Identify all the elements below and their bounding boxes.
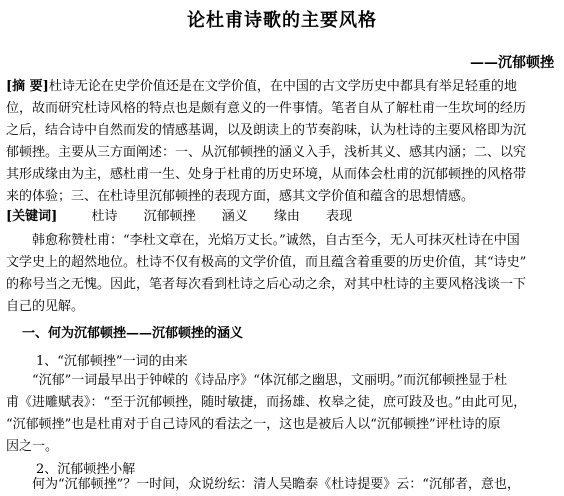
keyword: 沉郁顿挫 xyxy=(143,209,196,224)
abstract-label: [摘 要] xyxy=(6,79,49,94)
abstract-text: 杜诗无论在史学价值还是在文学价值，在中国的古文学历史中都具有举足轻重的地 xyxy=(48,79,517,94)
keywords-label: [关键词] xyxy=(6,209,58,224)
abstract-line: 来的体验；三、在杜诗里沉郁顿挫的表现方面，感其文学价值和蕴含的思想情感。 xyxy=(6,189,475,204)
document-title: 论杜甫诗歌的主要风格 xyxy=(187,10,377,31)
section-heading: 一、何为沉郁顿挫——沉郁顿挫的涵义 xyxy=(22,326,244,341)
subsection-heading: 2、沉郁顿挫小解 xyxy=(36,462,136,477)
document-subtitle: ——沉郁顿挫 xyxy=(470,55,554,71)
body-line: 甫《进雕赋表》：“至于沉郁顿挫，随时敏捷，而扬雄、枚皋之徒，庶可跂及也。”由此可见， xyxy=(6,395,527,410)
body-line: 因之一。 xyxy=(6,439,59,454)
intro-line: 文学史上的超然地位。杜诗不仅有极高的文学价值，而且蕴含着重要的历史价值，其“诗史” xyxy=(6,255,527,270)
keywords-line xyxy=(6,206,558,228)
abstract-line: 其形成缘由为主，感杜甫一生、处身于杜甫的历史环境，从而体会杜甫的沉郁顿挫的风格带 xyxy=(6,167,527,182)
body-line: “沉郁”一词最早出于钟嵘的《诗品序》“体沉郁之幽思，文丽明。”而沉郁顿挫显于杜 xyxy=(32,373,508,388)
keyword: 杜诗 xyxy=(91,209,118,224)
subsection-heading: 1、“沉郁顿挫”一词的由来 xyxy=(36,354,188,369)
intro-line: 韩愈称赞杜甫：“李杜文章在，光焰万丈长。”诚然，自古至今，无人可抹灭杜诗在中国 xyxy=(32,233,520,248)
intro-line: 的称号当之无愧。因此，笔者每次看到杜诗之后心动之余，对其中杜诗的主要风格浅谈一下 xyxy=(6,277,527,292)
abstract-line: 位，故而研究杜诗风格的特点也是颇有意义的一件事情。笔者自从了解杜甫一生坎坷的经历 xyxy=(6,101,527,116)
abstract-line: 之后，结合诗中自然而发的情感基调，以及朗读上的节奏韵味，认为杜诗的主要风格即为沉 xyxy=(6,123,527,138)
abstract-line: 郁顿挫。主要从三方面阐述：一、从沉郁顿挫的涵义入手，浅析其义、感其内涵；二、以究 xyxy=(6,145,527,160)
abstract-line-1 xyxy=(6,76,558,98)
keyword: 表现 xyxy=(326,209,353,224)
keyword: 缘由 xyxy=(273,209,300,224)
intro-line: 自己的见解。 xyxy=(6,299,85,314)
body-line: 何为“沉郁顿挫”？一时间，众说纷纭：清人吴瞻泰《杜诗提要》云：“沉郁者，意也， xyxy=(32,477,520,492)
keyword: 涵义 xyxy=(221,209,248,224)
body-line: “沉郁顿挫”也是杜甫对于自己诗风的看法之一，这也是被后人以“沉郁顿挫”评杜诗的原 xyxy=(6,417,501,432)
